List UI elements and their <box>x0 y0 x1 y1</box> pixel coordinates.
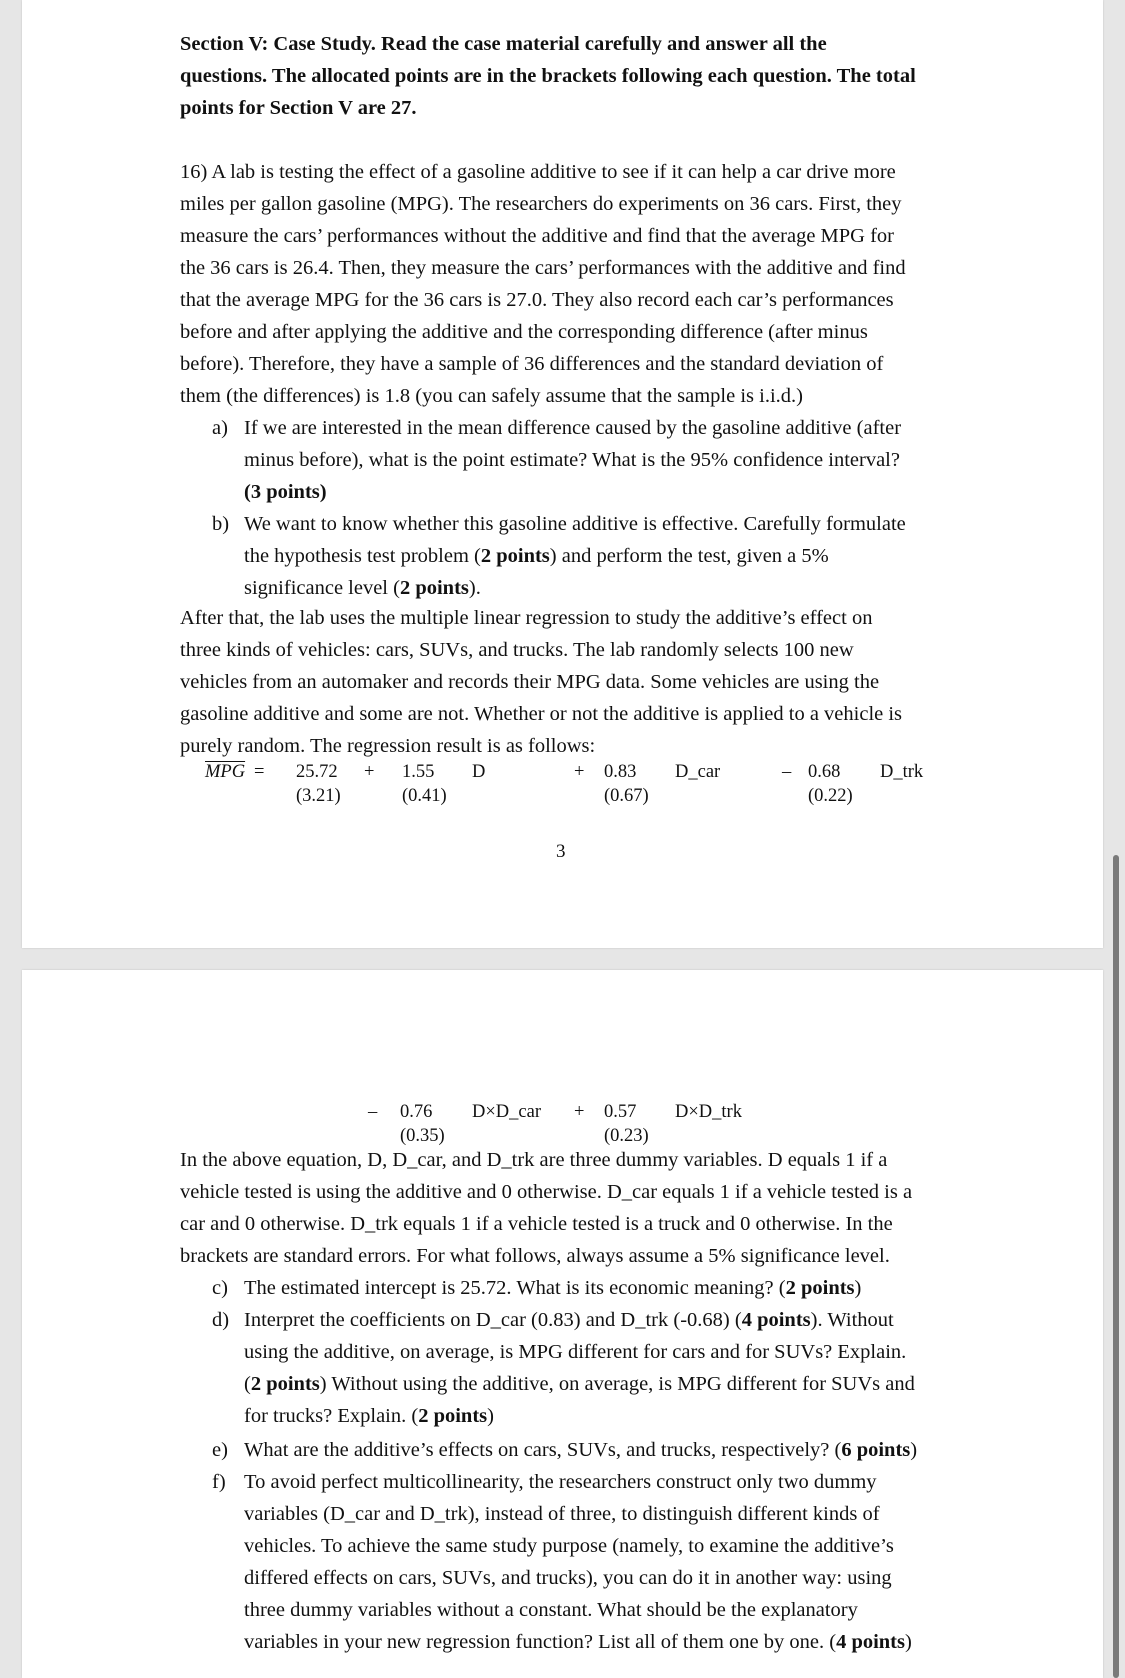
question-a-points: (3 points) <box>244 481 327 503</box>
standard-error: (0.41) <box>402 786 447 806</box>
question-a-label: a) <box>212 417 228 439</box>
section-header-line-3: points for Section V are 27. <box>180 97 417 119</box>
section-header-line-2: questions. The allocated points are in the brackets following each question. The total <box>180 65 916 87</box>
coefficient: 0.83 <box>604 762 637 782</box>
explanation-line: vehicle tested is using the additive and 0 otherwise. D_car equals 1 if a vehicle tested is a <box>180 1181 913 1203</box>
regression-intro-line: vehicles from an automaker and records their MPG data. Some vehicles are using the <box>180 671 880 693</box>
term-sign: + <box>574 762 585 782</box>
variable-name: D×D_car <box>472 1102 541 1122</box>
question-a-line: minus before), what is the point estimate? What is the 95% confidence interval? <box>244 449 900 471</box>
page-number: 3 <box>556 841 566 862</box>
question-c-line: The estimated intercept is 25.72. What is its economic meaning? (2 points) <box>244 1277 862 1299</box>
term-sign: – <box>782 762 792 782</box>
variable-name: D_trk <box>880 762 924 782</box>
standard-error: (0.22) <box>808 786 853 806</box>
question-f-line: differed effects on cars, SUVs, and trucks), you can do it in another way: using <box>244 1567 892 1589</box>
variable-name: D <box>472 762 486 782</box>
explanation-line: car and 0 otherwise. D_trk equals 1 if a vehicle tested is a truck and 0 otherwise. In the <box>180 1213 893 1235</box>
question-b-line: the hypothesis test problem (2 points) and perform the test, given a 5% <box>244 545 829 567</box>
standard-error: (0.23) <box>604 1126 649 1146</box>
question-d-line: Interpret the coefficients on D_car (0.83) and D_trk (-0.68) (4 points). Without <box>244 1309 894 1331</box>
coefficient: 1.55 <box>402 762 435 782</box>
variable-name: D×D_trk <box>675 1102 742 1122</box>
intro-line: miles per gallon gasoline (MPG). The researchers do experiments on 36 cars. First, they <box>180 193 902 215</box>
standard-error: (3.21) <box>296 786 341 806</box>
term-sign: + <box>364 762 375 782</box>
equation-equals: = <box>254 762 265 782</box>
question-b-label: b) <box>212 513 230 535</box>
coefficient: 0.57 <box>604 1102 637 1122</box>
question-d-label: d) <box>212 1309 230 1331</box>
section-header-line-1: Section V: Case Study. Read the case material carefully and answer all the <box>180 33 827 55</box>
vertical-scrollbar[interactable] <box>1113 855 1119 1678</box>
intro-line: that the average MPG for the 36 cars is 27.0. They also record each car’s performances <box>180 289 894 311</box>
explanation-line: brackets are standard errors. For what follows, always assume a 5% significance level. <box>180 1245 890 1267</box>
intro-line: them (the differences) is 1.8 (you can safely assume that the sample is i.i.d.) <box>180 385 803 407</box>
regression-intro-line: three kinds of vehicles: cars, SUVs, and trucks. The lab randomly selects 100 new <box>180 639 854 661</box>
question-b-line: significance level (2 points). <box>244 577 481 599</box>
variable-name: D_car <box>675 762 721 782</box>
document-page-1 <box>22 0 1103 948</box>
question-f-line: variables (D_car and D_trk), instead of three, to distinguish different kinds of <box>244 1503 880 1525</box>
question-f-line: three dummy variables without a constant. What should be the explanatory <box>244 1599 858 1621</box>
question-f-line: variables in your new regression function? List all of them one by one. (4 points) <box>244 1631 912 1653</box>
coefficient: 0.76 <box>400 1102 433 1122</box>
regression-intro-line: purely random. The regression result is as follows: <box>180 735 596 757</box>
question-a-line: If we are interested in the mean difference caused by the gasoline additive (after <box>244 417 902 439</box>
document-page-2 <box>22 970 1103 1678</box>
question-d-line: using the additive, on average, is MPG different for cars and for SUVs? Explain. <box>244 1341 907 1363</box>
intro-line: the 36 cars is 26.4. Then, they measure the cars’ performances with the additive and find <box>180 257 906 279</box>
intro-line: before). Therefore, they have a sample of 36 differences and the standard deviation of <box>180 353 884 375</box>
intro-line: before and after applying the additive and the corresponding difference (after minus <box>180 321 868 343</box>
question-f-line: vehicles. To achieve the same study purpose (namely, to examine the additive’s <box>244 1535 894 1557</box>
regression-intro-line: gasoline additive and some are not. Whether or not the additive is applied to a vehicle is <box>180 703 903 725</box>
question-e-label: e) <box>212 1439 228 1461</box>
equation-lhs: $\overline{MPG}$ <box>205 762 246 782</box>
coefficient: 0.68 <box>808 762 841 782</box>
question-b-line: We want to know whether this gasoline additive is effective. Carefully formulate <box>244 513 906 535</box>
term-sign: – <box>368 1102 378 1122</box>
standard-error: (0.35) <box>400 1126 445 1146</box>
standard-error: (0.67) <box>604 786 649 806</box>
question-f-line: To avoid perfect multicollinearity, the researchers construct only two dummy <box>244 1471 877 1493</box>
term-sign: + <box>574 1102 585 1122</box>
question-d-line: (2 points) Without using the additive, on average, is MPG different for SUVs and <box>244 1373 915 1395</box>
explanation-line: In the above equation, D, D_car, and D_trk are three dummy variables. D equals 1 if a <box>180 1149 888 1171</box>
question-d-line: for trucks? Explain. (2 points) <box>244 1405 494 1427</box>
question-e-line: What are the additive’s effects on cars, SUVs, and trucks, respectively? (6 points) <box>244 1439 918 1461</box>
question-c-label: c) <box>212 1277 228 1299</box>
coefficient: 25.72 <box>296 762 338 782</box>
intro-line: 16) A lab is testing the effect of a gasoline additive to see if it can help a car drive more <box>180 161 896 183</box>
intro-line: measure the cars’ performances without the additive and find that the average MPG for <box>180 225 895 247</box>
regression-intro-line: After that, the lab uses the multiple linear regression to study the additive’s effect on <box>180 607 873 629</box>
question-f-label: f) <box>212 1471 226 1493</box>
